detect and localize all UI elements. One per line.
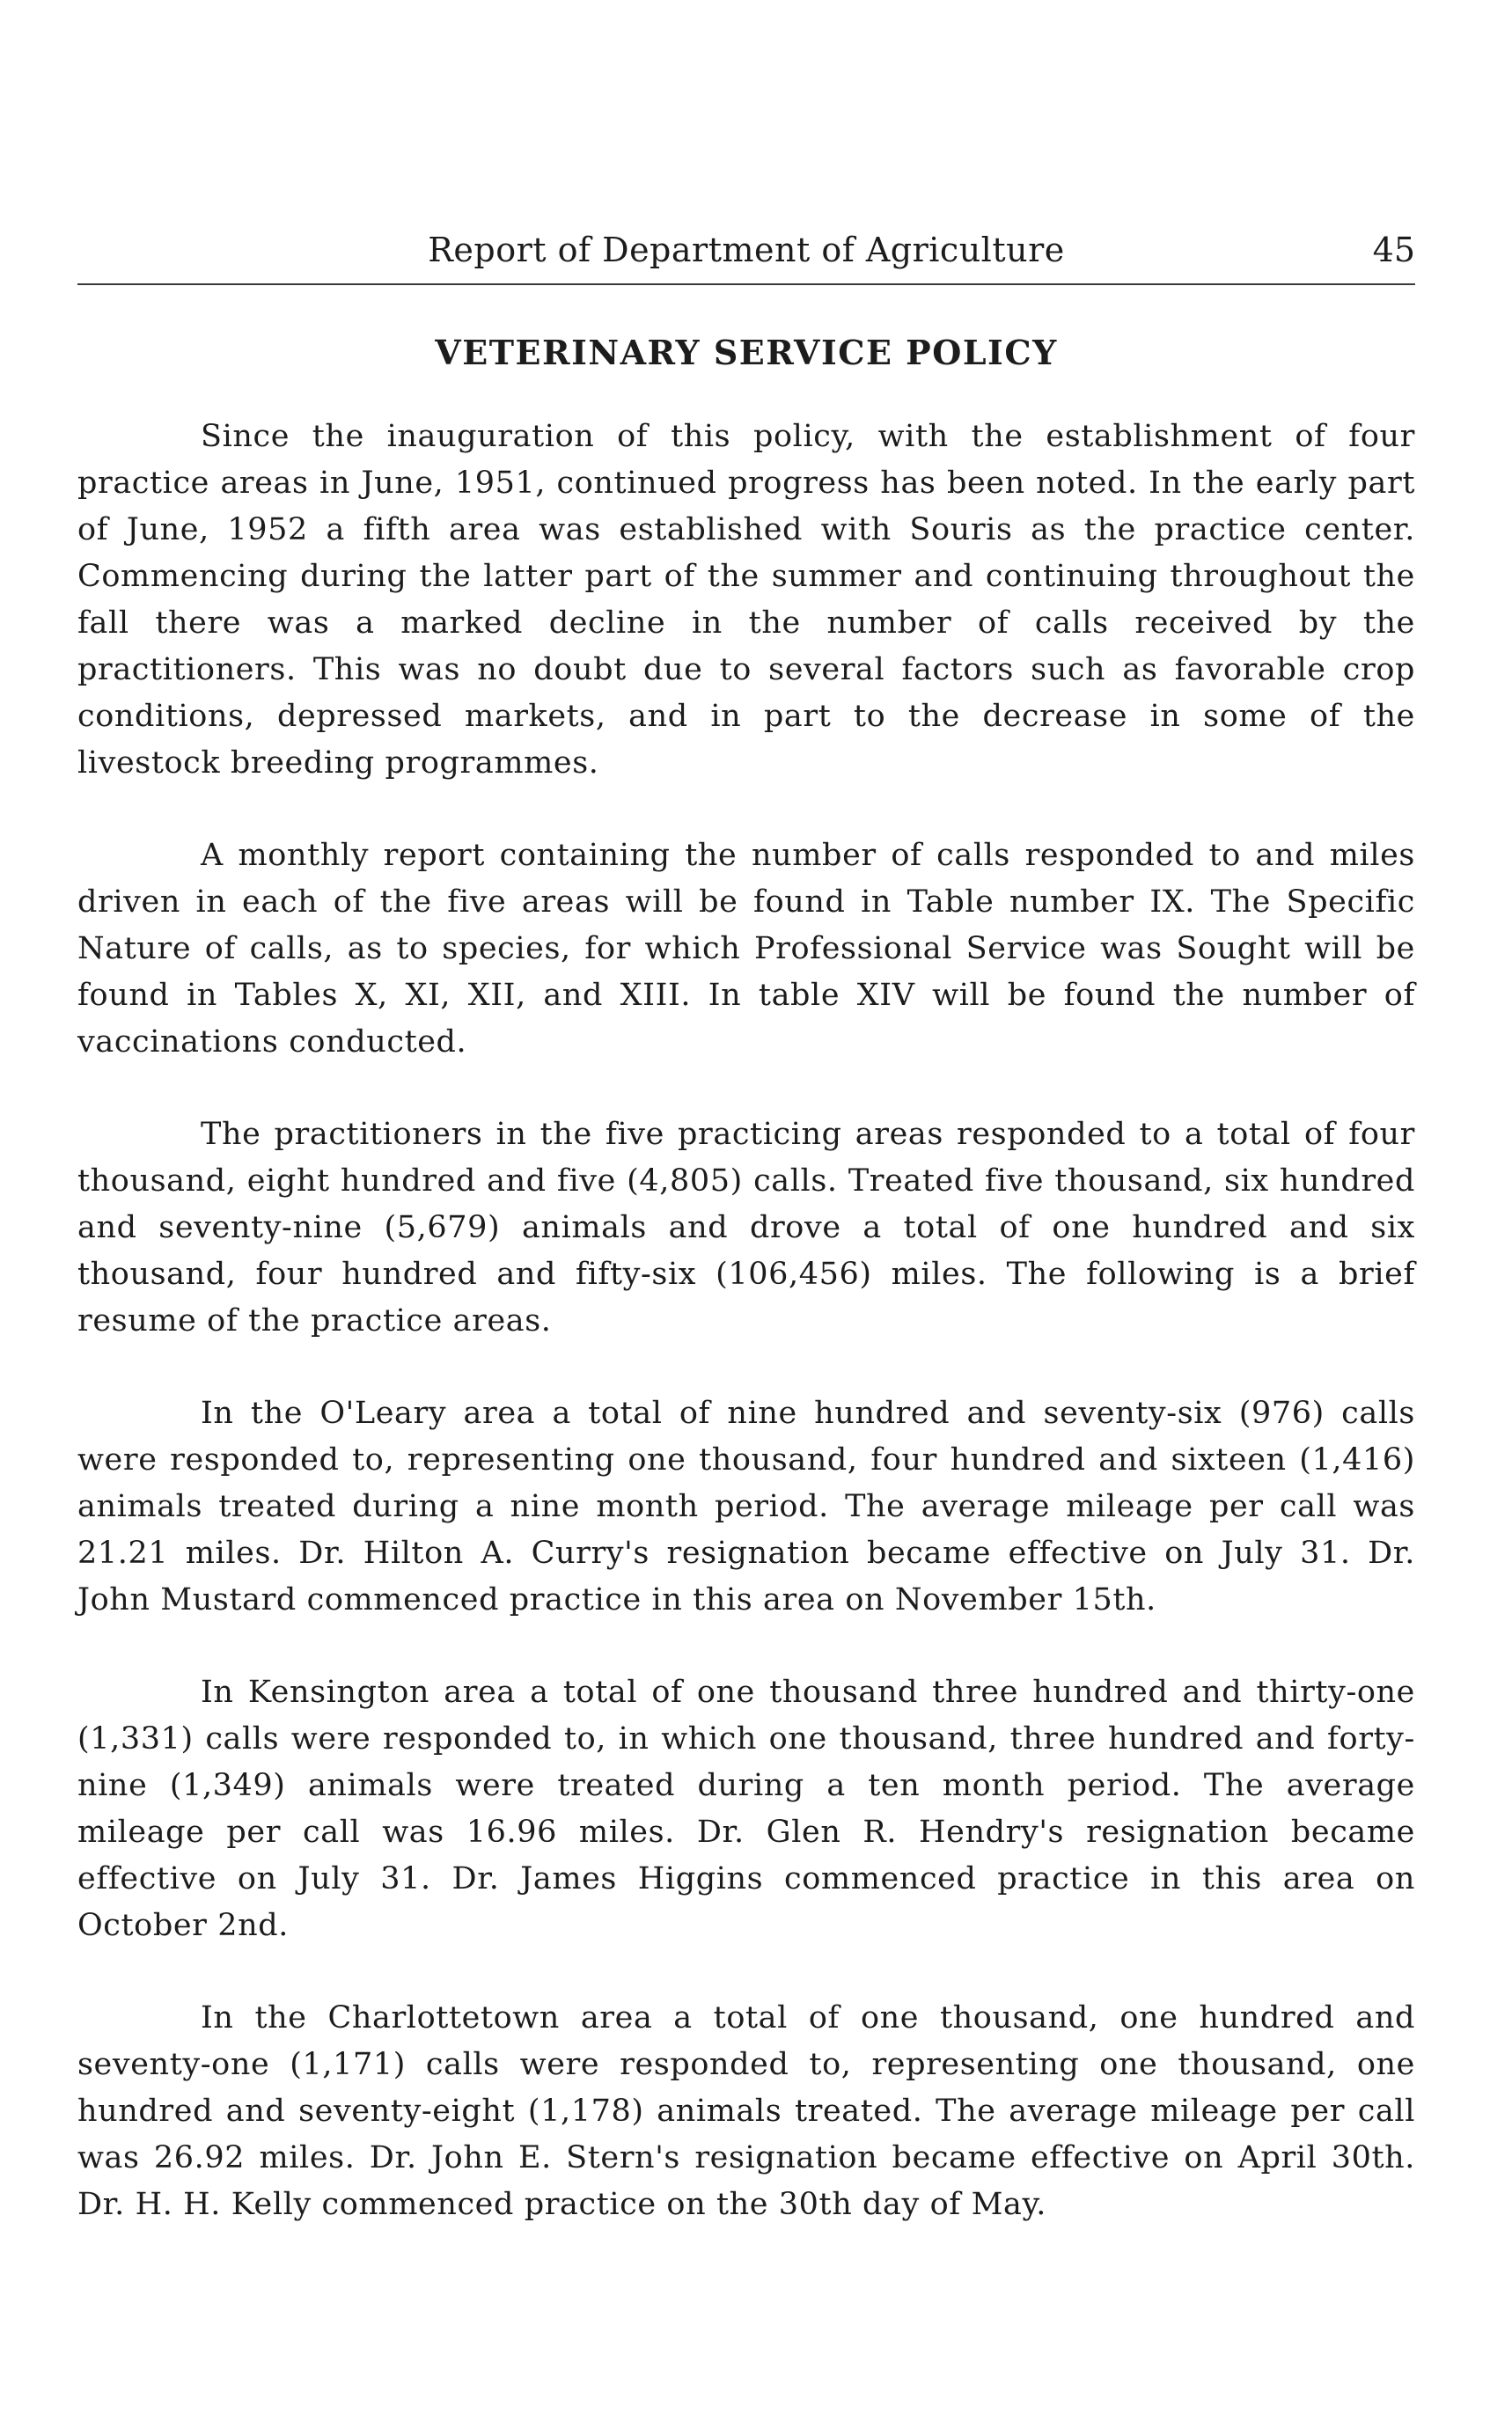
- page-number: 45: [1372, 231, 1415, 269]
- section-title: VETERINARY SERVICE POLICY: [435, 333, 1058, 372]
- document-page: [77, 0, 1415, 2428]
- paragraph-totals: The practitioners in the five practicing areas responded to a total of four thousand, eight hundred and five (4,805) calls. Treated five thousand, six hundred and seventy-nine (5,679) animals and drove a total of one hundred and six thousand, four hundred and fifty-six (106,456) miles. The following is a brief resume of the practice areas.: [77, 1117, 1415, 1339]
- paragraph-oleary-area: In the O'Leary area a total of nine hundred and seventy-six (976) calls were responded to, representing one thousand, four hundred and sixteen (1,416) animals treated during a nine month period. The average mileage per call was 21.21 miles. Dr. Hilton A. Curry's resignation became effective on July 31. Dr. John Mustard commenced practice in this area on November 15th.: [77, 1396, 1415, 1617]
- running-header: [77, 231, 1415, 285]
- running-title: Report of Department of Agriculture: [428, 231, 1065, 269]
- paragraph-charlottetown-area: In the Charlottetown area a total of one thousand, one hundred and seventy-one (1,171) calls were responded to, representing one thousand, one hundred and seventy-eight (1,178) animals treated. The average mileage per call was 26.92 miles. Dr. John E. Stern's resignation became effective on April 30th. Dr. H. H. Kelly commenced practice on the 30th day of May.: [77, 2000, 1415, 2222]
- paragraph-kensington-area: In Kensington area a total of one thousand three hundred and thirty-one (1,331) calls were responded to, in which one thousand, three hundred and forty-nine (1,349) animals were treated during a ten month period. The average mileage per call was 16.96 miles. Dr. Glen R. Hendry's resignation became effective on July 31. Dr. James Higgins commenced practice in this area on October 2nd.: [77, 1675, 1415, 1943]
- body-text: [77, 414, 1415, 2274]
- paragraph-monthly-report: A monthly report containing the number of calls responded to and miles driven in each of the five areas will be found in Table number IX. The Specific Nature of calls, as to species, for which Professional Service was Sought will be found in Tables X, XI, XII, and XIII. In table XIV will be found the number of vaccinations conducted.: [77, 838, 1415, 1060]
- paragraph-policy-overview: Since the inauguration of this policy, with the establishment of four practice areas in June, 1951, continued progress has been noted. In the early part of June, 1952 a fifth area was established with Souris as the practice center. Commencing during the latter part of the summer and continuing throughout the fall there was a marked decline in the number of calls received by the practitioners. This was no doubt due to several factors such as favorable crop conditions, depressed markets, and in part to the decrease in some of the livestock breeding programmes.: [77, 419, 1415, 781]
